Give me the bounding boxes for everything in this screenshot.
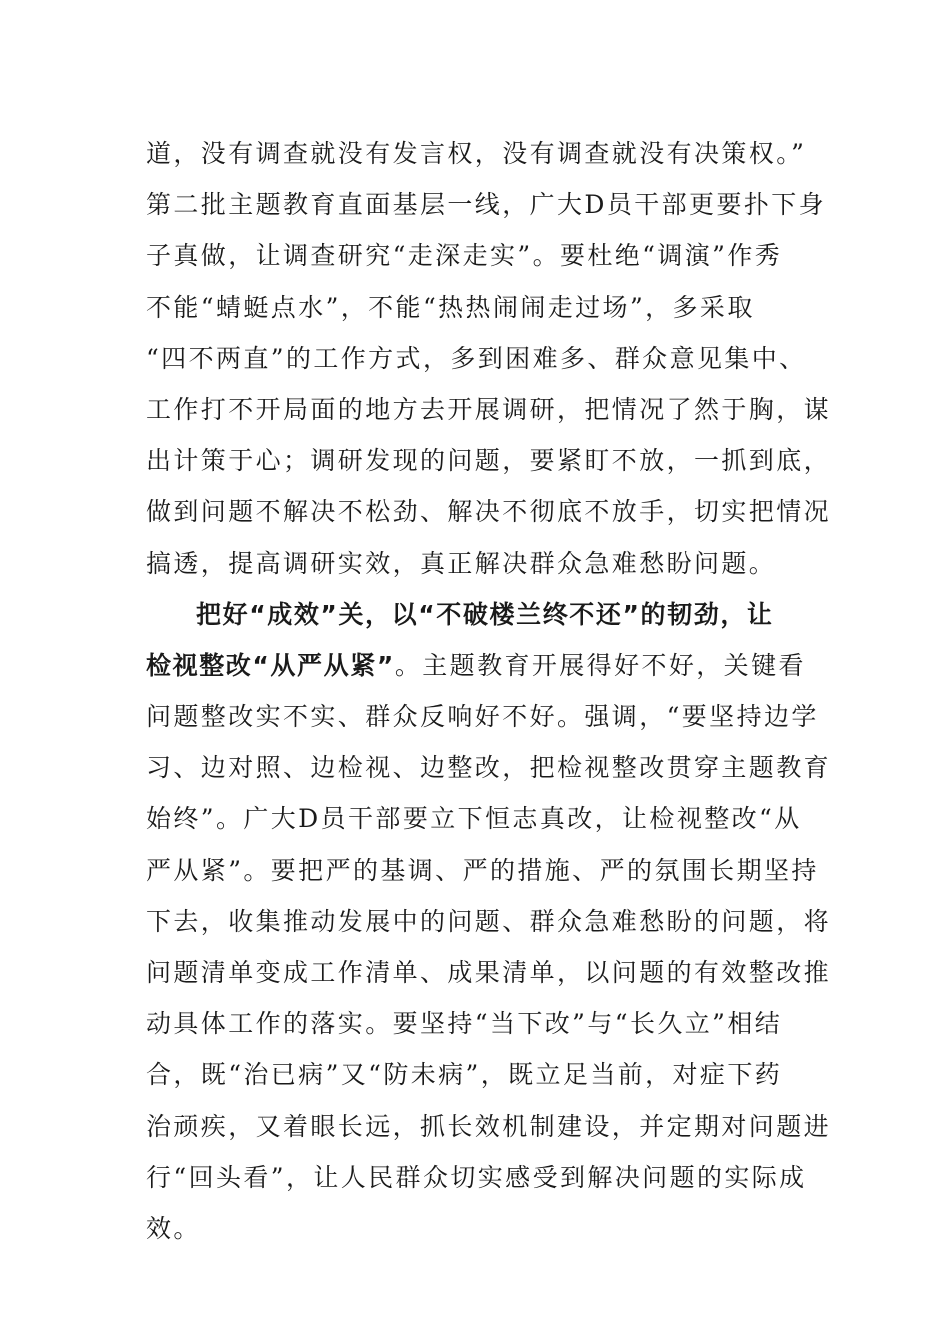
text-line: 问题整改实不实、群众反响好不好。强调，“要坚持边学 (146, 702, 819, 732)
text-line: 行“回头看”，让人民群众切实感受到解决问题的实际成 (146, 1162, 807, 1192)
text-line: 合，既“治已病”又“防未病”，既立足当前，对症下药 (146, 1060, 783, 1090)
text-line: 第二批主题教育直面基层一线，广大D员干部更要扑下身 (146, 190, 827, 220)
text-line: 动具体工作的落实。要坚持“当下改”与“长久立”相结 (146, 1009, 783, 1039)
text-line: 下去，收集推动发展中的问题、群众急难愁盼的问题，将 (146, 906, 832, 936)
text-line: 严从紧”。要把严的基调、严的措施、严的氛围长期坚持 (146, 855, 819, 885)
text-line: “四不两直”的工作方式，多到困难多、群众意见集中、 (146, 343, 807, 373)
text-line: 始终”。广大D员干部要立下恒志真改，让检视整改“从 (146, 804, 802, 834)
section-heading: 把好“成效”关，以“不破楼兰终不还”的韧劲，让 (196, 599, 774, 629)
section-heading-continued: 检视整改“从严从紧” (146, 650, 395, 680)
text-line: 子真做，让调查研究“走深走实”。要杜绝“调演”作秀 (146, 241, 783, 271)
text-line: 做到问题不解决不松劲、解决不彻底不放手，切实把情况 (146, 497, 832, 527)
document-body (146, 128, 832, 1254)
text-line: 习、边对照、边检视、边整改，把检视整改贯穿主题教育 (146, 753, 832, 783)
text-line: 治顽疾，又着眼长远，抓长效机制建设，并定期对问题进 (146, 1111, 832, 1141)
text-line: 出计策于心；调研发现的问题，要紧盯不放，一抓到底， (146, 446, 832, 476)
text-line: 效。 (146, 1213, 201, 1243)
paragraph-1 (146, 128, 832, 589)
text-line-rest: 。主题教育开展得好不好，关键看 (394, 650, 806, 680)
text-line: 道，没有调查就没有发言权，没有调查就没有决策权。” (146, 139, 807, 168)
text-line-mixed (146, 640, 806, 691)
text-line: 工作打不开局面的地方去开展调研，把情况了然于胸，谋 (146, 394, 832, 424)
text-line: 不能“蜻蜓点水”，不能“热热闹闹走过场”，多采取 (146, 292, 755, 322)
text-line: 问题清单变成工作清单、成果清单，以问题的有效整改推 (146, 958, 832, 987)
paragraph-2 (146, 589, 832, 1254)
text-line: 搞透，提高调研实效，真正解决群众急难愁盼问题。 (146, 548, 777, 578)
